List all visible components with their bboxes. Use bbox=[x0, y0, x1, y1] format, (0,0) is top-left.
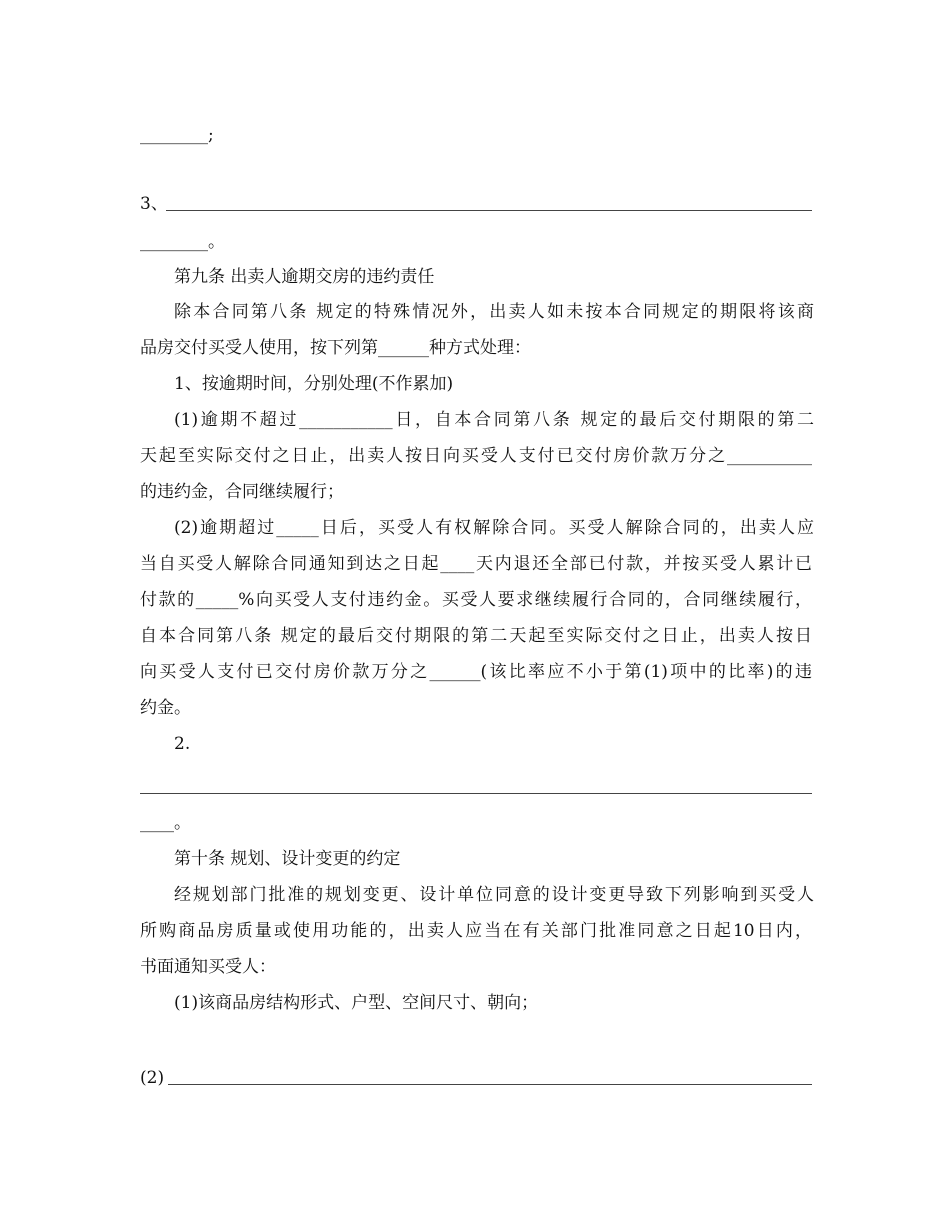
paragraph-line: 书面通知买受人： bbox=[140, 957, 276, 977]
paragraph-line: 向买受人支付已交付房价款万分之______(该比率应不小于第(1)项中的比率)的违 bbox=[140, 662, 812, 682]
paragraph-line: 所购商品房质量或使用功能的，出卖人应当在有关部门批准同意之日起10日内， bbox=[140, 921, 812, 941]
paragraph-line: 约金。 bbox=[140, 698, 191, 718]
list-item-2-label: (2) bbox=[140, 1068, 165, 1088]
article-10-heading: 第十条 规划、设计变更的约定 bbox=[174, 849, 401, 869]
item-2-fill-rule bbox=[140, 793, 812, 794]
item-3-label: 3、 bbox=[140, 194, 168, 214]
item-3-end: ________。 bbox=[140, 232, 225, 252]
item-2-end: ____。 bbox=[140, 813, 191, 833]
item-2-label: 2. bbox=[174, 734, 191, 754]
clause-1-heading: 1、按逾期时间，分别处理(不作累加) bbox=[174, 374, 454, 394]
paragraph-line: 付款的_____%向买受人支付违约金。买受人要求继续履行合同的，合同继续履行， bbox=[140, 590, 812, 610]
paragraph-line: 当自买受人解除合同通知到达之日起____天内退还全部已付款，并按买受人累计已 bbox=[140, 554, 812, 574]
article-9-heading: 第九条 出卖人逾期交房的违约责任 bbox=[174, 267, 435, 287]
paragraph-line: 除本合同第八条 规定的特殊情况外，出卖人如未按本合同规定的期限将该商 bbox=[174, 302, 814, 322]
paragraph-line: (2)逾期超过_____日后，买受人有权解除合同。买受人解除合同的，出卖人应 bbox=[174, 518, 814, 538]
paragraph-line: 天起至实际交付之日止，出卖人按日向买受人支付已交付房价款万分之__________ bbox=[140, 446, 812, 466]
blank-line-end: ________; bbox=[140, 125, 214, 145]
paragraph-line: 自本合同第八条 规定的最后交付期限的第二天起至实际交付之日止，出卖人按日 bbox=[140, 626, 812, 646]
paragraph-line: (1)逾期不超过___________日，自本合同第八条 规定的最后交付期限的第二 bbox=[174, 410, 814, 430]
list-item-2-fill-rule bbox=[168, 1084, 812, 1085]
paragraph-line: 的违约金，合同继续履行； bbox=[140, 482, 344, 502]
paragraph-line: 品房交付买受人使用，按下列第______种方式处理： bbox=[140, 338, 531, 358]
paragraph-line: 经规划部门批准的规划变更、设计单位同意的设计变更导致下列影响到买受人 bbox=[174, 885, 814, 905]
list-item: (1)该商品房结构形式、户型、空间尺寸、朝向； bbox=[174, 993, 539, 1013]
item-3-fill-rule bbox=[166, 210, 812, 211]
